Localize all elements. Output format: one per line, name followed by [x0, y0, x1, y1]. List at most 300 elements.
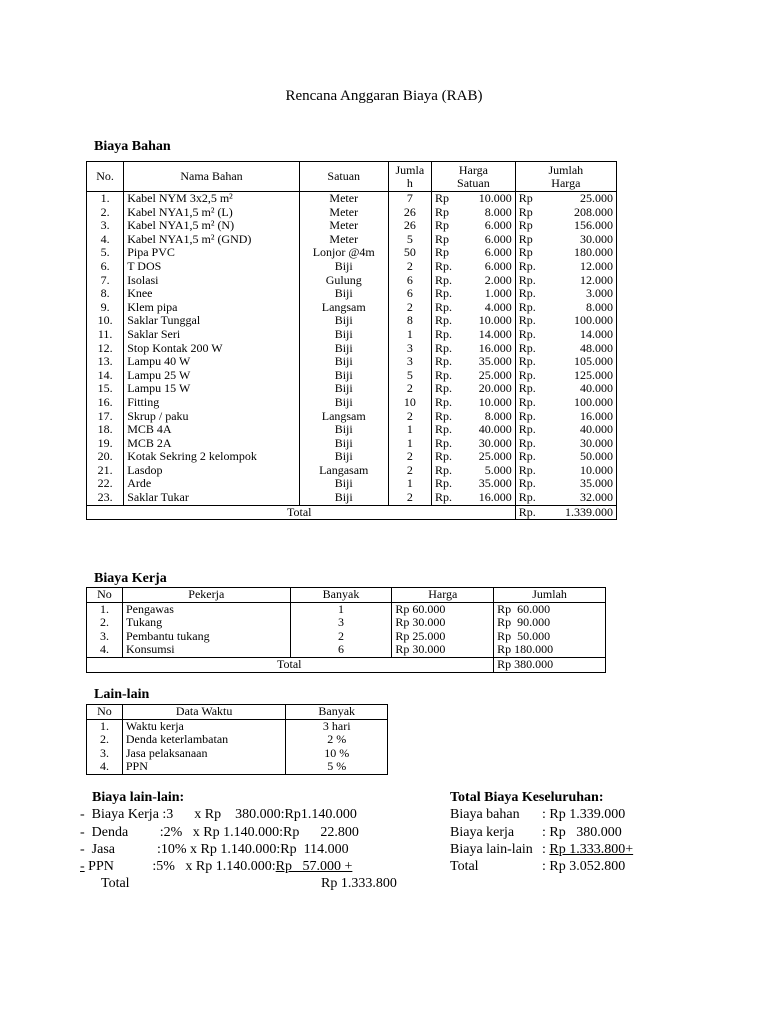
row-satuan: Langsam: [299, 301, 388, 315]
row-pekerja: Pembantu tukang: [122, 630, 290, 644]
table-row: [87, 233, 617, 247]
row-harga-rp: Rp: [432, 246, 467, 260]
row-harga-rp: Rp.: [432, 450, 467, 464]
row-jumlah: 26: [388, 219, 431, 233]
keseluruhan-item: [450, 858, 626, 875]
row-jumlah: 2: [388, 382, 431, 396]
lain-lain-heading: Lain-lain: [94, 687, 150, 702]
biaya-lain-ppn-line: [80, 858, 359, 875]
row-total-value: 180.000: [554, 246, 616, 260]
row-harga-value: 10.000: [467, 396, 516, 410]
row-satuan: Biji: [299, 328, 388, 342]
row-total-value: 30.000: [554, 233, 616, 247]
keseluruhan-sep: : Rp 1.339.000: [542, 807, 626, 823]
table-row: [87, 246, 617, 260]
row-satuan: Biji: [299, 314, 388, 328]
row-jumlah: 1: [388, 423, 431, 437]
row-satuan: Meter: [299, 192, 388, 206]
row-no: 12.: [87, 342, 124, 356]
row-harga-value: 6.000: [467, 219, 516, 233]
row-satuan: Biji: [299, 260, 388, 274]
row-total-rp: Rp.: [515, 477, 554, 491]
table-row: [87, 342, 617, 356]
row-data-waktu: Jasa pelaksanaan: [122, 747, 286, 761]
row-jumlah: 2: [388, 260, 431, 274]
row-harga-value: 10.000: [467, 314, 516, 328]
row-total-rp: Rp.: [515, 287, 554, 301]
table-row: [87, 314, 617, 328]
row-total-rp: Rp.: [515, 382, 554, 396]
header-no: No: [87, 588, 123, 603]
row-jumlah: Rp 90.000: [494, 616, 606, 630]
row-harga-rp: Rp.: [432, 491, 467, 505]
ppn-value: Rp 57.000 +: [275, 859, 353, 875]
row-satuan: Meter: [299, 233, 388, 247]
row-banyak: 3: [290, 616, 392, 630]
lain-lain-rows: [87, 719, 388, 774]
row-banyak: 2: [290, 630, 392, 644]
row-total-rp: Rp.: [515, 328, 554, 342]
row-nama-bahan: Kabel NYM 3x2,5 m²: [124, 192, 300, 206]
row-harga-rp: Rp.: [432, 423, 467, 437]
row-satuan: Biji: [299, 382, 388, 396]
row-harga-rp: Rp.: [432, 287, 467, 301]
row-no: 17.: [87, 410, 124, 424]
row-jumlah: 5: [388, 369, 431, 383]
row-satuan: Biji: [299, 396, 388, 410]
header-nama-bahan: Nama Bahan: [124, 162, 300, 192]
row-total-value: 25.000: [554, 192, 616, 206]
row-total-value: 100.000: [554, 314, 616, 328]
row-data-waktu: Denda keterlambatan: [122, 733, 286, 747]
row-harga-rp: Rp.: [432, 328, 467, 342]
biaya-lain-line: - Jasa :10% x Rp 1.140.000:Rp 114.000: [80, 841, 349, 857]
row-no: 2.: [87, 616, 123, 630]
row-harga-value: 25.000: [467, 450, 516, 464]
row-harga-value: 16.000: [467, 342, 516, 356]
row-no: 16.: [87, 396, 124, 410]
row-jumlah: 2: [388, 450, 431, 464]
row-nama-bahan: Saklar Tukar: [124, 491, 300, 505]
row-jumlah: 1: [388, 477, 431, 491]
row-jumlah: 5: [388, 233, 431, 247]
row-harga: Rp 25.000: [392, 630, 494, 644]
row-total-value: 16.000: [554, 410, 616, 424]
row-nama-bahan: MCB 4A: [124, 423, 300, 437]
row-no: 5.: [87, 246, 124, 260]
row-harga-rp: Rp: [432, 233, 467, 247]
row-no: 9.: [87, 301, 124, 315]
row-total-rp: Rp.: [515, 274, 554, 288]
table-row: [87, 747, 388, 761]
biaya-lain-total-line: [80, 875, 397, 892]
row-jumlah: 6: [388, 274, 431, 288]
row-harga-rp: Rp.: [432, 396, 467, 410]
keseluruhan-sep: : Rp 380.000: [542, 824, 622, 840]
row-harga-value: 35.000: [467, 355, 516, 369]
keseluruhan-value: [542, 841, 633, 858]
row-harga-value: 25.000: [467, 369, 516, 383]
row-satuan: Langasam: [299, 464, 388, 478]
row-banyak: 10 %: [286, 747, 388, 761]
header-satuan: Satuan: [299, 162, 388, 192]
table-row: [87, 192, 617, 206]
keseluruhan-underlined-value: Rp 1.333.800+: [549, 841, 634, 857]
row-nama-bahan: Skrup / paku: [124, 410, 300, 424]
biaya-lain-heading: Biaya lain-lain:: [92, 790, 185, 805]
keseluruhan-label: Total: [450, 859, 479, 875]
table-row: [87, 396, 617, 410]
row-nama-bahan: T DOS: [124, 260, 300, 274]
row-total-value: 3.000: [554, 287, 616, 301]
row-jumlah: 1: [388, 437, 431, 451]
header-harga: Harga: [392, 588, 494, 603]
row-banyak: 6: [290, 643, 392, 657]
row-total-value: 125.000: [554, 369, 616, 383]
row-satuan: Biji: [299, 287, 388, 301]
table-row: [87, 328, 617, 342]
row-harga-value: 5.000: [467, 464, 516, 478]
table-row: [87, 423, 617, 437]
table-row: [87, 369, 617, 383]
row-harga-value: 14.000: [467, 328, 516, 342]
row-nama-bahan: Klem pipa: [124, 301, 300, 315]
table-row: [87, 274, 617, 288]
biaya-kerja-table: [86, 587, 606, 673]
row-harga-value: 6.000: [467, 260, 516, 274]
row-data-waktu: PPN: [122, 760, 286, 774]
table-row: [87, 355, 617, 369]
header-data-waktu: Data Waktu: [122, 705, 286, 720]
biaya-kerja-heading: Biaya Kerja: [94, 571, 167, 586]
keseluruhan-sep: : Rp 3.052.800: [542, 859, 626, 875]
row-total-value: 32.000: [554, 491, 616, 505]
row-harga-rp: Rp.: [432, 477, 467, 491]
row-jumlah: 8: [388, 314, 431, 328]
row-nama-bahan: Lampu 15 W: [124, 382, 300, 396]
row-harga: Rp 30.000: [392, 643, 494, 657]
row-no: 2.: [87, 733, 123, 747]
row-banyak: 1: [290, 602, 392, 616]
row-no: 3.: [87, 630, 123, 644]
row-pekerja: Pengawas: [122, 602, 290, 616]
row-nama-bahan: Isolasi: [124, 274, 300, 288]
table-row: [87, 301, 617, 315]
row-total-value: 35.000: [554, 477, 616, 491]
total-label: Total: [87, 657, 494, 672]
row-harga-rp: Rp.: [432, 342, 467, 356]
row-jumlah: 2: [388, 301, 431, 315]
row-satuan: Langsam: [299, 410, 388, 424]
row-satuan: Biji: [299, 369, 388, 383]
keseluruhan-value: [542, 858, 625, 875]
ppn-text: PPN :5% x Rp 1.140.000:: [84, 859, 276, 875]
table-row: [87, 491, 617, 505]
row-harga-value: 10.000: [467, 192, 516, 206]
table-row: [87, 410, 617, 424]
row-nama-bahan: MCB 2A: [124, 437, 300, 451]
row-jumlah: 50: [388, 246, 431, 260]
row-nama-bahan: Knee: [124, 287, 300, 301]
row-harga-value: 35.000: [467, 477, 516, 491]
row-no: 1.: [87, 602, 123, 616]
keseluruhan-label: Biaya bahan: [450, 807, 520, 823]
row-no: 10.: [87, 314, 124, 328]
keseluruhan-label: Biaya lain-lain: [450, 841, 533, 857]
row-no: 7.: [87, 274, 124, 288]
row-jumlah: 3: [388, 355, 431, 369]
row-no: 14.: [87, 369, 124, 383]
row-jumlah: 1: [388, 328, 431, 342]
row-nama-bahan: Saklar Tunggal: [124, 314, 300, 328]
row-harga-rp: Rp.: [432, 410, 467, 424]
table-row: [87, 206, 617, 220]
row-total-value: 208.000: [554, 206, 616, 220]
header-banyak: Banyak: [290, 588, 392, 603]
biaya-lain-line: - Denda :2% x Rp 1.140.000:Rp 22.800: [80, 824, 359, 840]
row-nama-bahan: Lampu 40 W: [124, 355, 300, 369]
row-banyak: 5 %: [286, 760, 388, 774]
row-total-rp: Rp.: [515, 437, 554, 451]
row-total-rp: Rp.: [515, 369, 554, 383]
table-row: [87, 719, 388, 733]
row-harga-rp: Rp.: [432, 274, 467, 288]
header-banyak: Banyak: [286, 705, 388, 720]
row-satuan: Biji: [299, 477, 388, 491]
row-harga-value: 2.000: [467, 274, 516, 288]
table-row: [87, 382, 617, 396]
row-total-value: 48.000: [554, 342, 616, 356]
row-harga-value: 6.000: [467, 246, 516, 260]
row-total-value: 105.000: [554, 355, 616, 369]
row-total-value: 156.000: [554, 219, 616, 233]
biaya-lain-total-label: Total: [101, 876, 130, 892]
row-nama-bahan: Kabel NYA1,5 m² (L): [124, 206, 300, 220]
row-harga-rp: Rp.: [432, 260, 467, 274]
header-pekerja: Pekerja: [122, 588, 290, 603]
row-no: 11.: [87, 328, 124, 342]
row-harga-rp: Rp: [432, 192, 467, 206]
row-jumlah: Rp 50.000: [494, 630, 606, 644]
biaya-kerja-rows: [87, 602, 606, 657]
row-harga-value: 20.000: [467, 382, 516, 396]
keseluruhan-sep: :: [542, 841, 550, 857]
table-row: [87, 287, 617, 301]
row-no: 18.: [87, 423, 124, 437]
row-nama-bahan: Arde: [124, 477, 300, 491]
row-no: 1.: [87, 192, 124, 206]
row-no: 15.: [87, 382, 124, 396]
row-total-rp: Rp: [515, 246, 554, 260]
row-satuan: Biji: [299, 491, 388, 505]
row-total-rp: Rp: [515, 233, 554, 247]
row-no: 8.: [87, 287, 124, 301]
table-row: [87, 464, 617, 478]
row-harga-rp: Rp.: [432, 301, 467, 315]
table-row: [87, 219, 617, 233]
row-nama-bahan: Kabel NYA1,5 m² (GND): [124, 233, 300, 247]
row-nama-bahan: Lampu 25 W: [124, 369, 300, 383]
header-jumlah-harga: Jumlah Harga: [515, 162, 616, 192]
row-harga-rp: Rp.: [432, 355, 467, 369]
row-jumlah: 7: [388, 192, 431, 206]
keseluruhan-item: [450, 806, 626, 823]
row-jumlah: 10: [388, 396, 431, 410]
row-satuan: Biji: [299, 342, 388, 356]
ppn-prefix: -: [80, 859, 85, 875]
row-total-rp: Rp.: [515, 396, 554, 410]
table-header-row: [87, 588, 606, 603]
row-jumlah: Rp 180.000: [494, 643, 606, 657]
row-satuan: Meter: [299, 219, 388, 233]
row-no: 2.: [87, 206, 124, 220]
total-row: [87, 505, 617, 520]
keseluruhan-label: Biaya kerja: [450, 824, 515, 840]
row-nama-bahan: Pipa PVC: [124, 246, 300, 260]
row-total-value: 12.000: [554, 260, 616, 274]
total-value: 1.339.000: [554, 505, 616, 520]
row-total-rp: Rp.: [515, 464, 554, 478]
row-total-value: 100.000: [554, 396, 616, 410]
row-no: 4.: [87, 643, 123, 657]
row-satuan: Lonjor @4m: [299, 246, 388, 260]
row-satuan: Biji: [299, 355, 388, 369]
row-jumlah: Rp 60.000: [494, 602, 606, 616]
row-harga-value: 4.000: [467, 301, 516, 315]
table-row: [87, 602, 606, 616]
row-nama-bahan: Kotak Sekring 2 kelompok: [124, 450, 300, 464]
row-harga-value: 8.000: [467, 410, 516, 424]
row-jumlah: 6: [388, 287, 431, 301]
row-no: 6.: [87, 260, 124, 274]
total-label: Total: [87, 505, 516, 520]
row-total-rp: Rp.: [515, 342, 554, 356]
row-total-rp: Rp.: [515, 491, 554, 505]
row-jumlah: 2: [388, 491, 431, 505]
row-harga-rp: Rp.: [432, 382, 467, 396]
row-no: 19.: [87, 437, 124, 451]
row-pekerja: Konsumsi: [122, 643, 290, 657]
table-row: [87, 616, 606, 630]
row-total-rp: Rp: [515, 219, 554, 233]
row-nama-bahan: Stop Kontak 200 W: [124, 342, 300, 356]
table-row: [87, 630, 606, 644]
biaya-lain-block: [80, 789, 397, 892]
row-nama-bahan: Kabel NYA1,5 m² (N): [124, 219, 300, 233]
biaya-bahan-rows: [87, 192, 617, 506]
row-total-rp: Rp.: [515, 260, 554, 274]
row-pekerja: Tukang: [122, 616, 290, 630]
row-total-value: 30.000: [554, 437, 616, 451]
row-harga-value: 8.000: [467, 206, 516, 220]
biaya-bahan-heading: Biaya Bahan: [94, 139, 171, 154]
row-no: 23.: [87, 491, 124, 505]
row-total-rp: Rp.: [515, 314, 554, 328]
table-row: [87, 733, 388, 747]
row-no: 21.: [87, 464, 124, 478]
table-row: [87, 760, 388, 774]
row-harga-value: 1.000: [467, 287, 516, 301]
row-no: 3.: [87, 747, 123, 761]
row-jumlah: 2: [388, 464, 431, 478]
row-harga-value: 30.000: [467, 437, 516, 451]
row-total-value: 40.000: [554, 423, 616, 437]
row-total-value: 12.000: [554, 274, 616, 288]
row-jumlah: 26: [388, 206, 431, 220]
row-harga-rp: Rp.: [432, 464, 467, 478]
biaya-bahan-table: [86, 161, 617, 520]
keseluruhan-item: [450, 824, 622, 841]
total-value: Rp 380.000: [494, 657, 606, 672]
keseluruhan-item: [450, 841, 634, 858]
row-harga-value: 16.000: [467, 491, 516, 505]
row-harga-rp: Rp.: [432, 314, 467, 328]
row-total-value: 14.000: [554, 328, 616, 342]
row-satuan: Gulung: [299, 274, 388, 288]
row-total-rp: Rp.: [515, 301, 554, 315]
header-harga-satuan: Harga Satuan: [432, 162, 516, 192]
row-harga-rp: Rp: [432, 206, 467, 220]
row-total-rp: Rp.: [515, 355, 554, 369]
row-total-value: 40.000: [554, 382, 616, 396]
row-no: 20.: [87, 450, 124, 464]
total-rp: Rp.: [515, 505, 554, 520]
row-harga-value: 6.000: [467, 233, 516, 247]
row-total-rp: Rp.: [515, 450, 554, 464]
row-no: 4.: [87, 760, 123, 774]
header-jumlah: Jumla h: [388, 162, 431, 192]
row-total-rp: Rp: [515, 206, 554, 220]
table-header-row: [87, 705, 388, 720]
row-total-value: 50.000: [554, 450, 616, 464]
table-row: [87, 643, 606, 657]
row-harga-rp: Rp.: [432, 437, 467, 451]
row-total-rp: Rp.: [515, 423, 554, 437]
row-jumlah: 2: [388, 410, 431, 424]
row-data-waktu: Waktu kerja: [122, 719, 286, 733]
row-satuan: Meter: [299, 206, 388, 220]
row-no: 1.: [87, 719, 123, 733]
row-jumlah: 3: [388, 342, 431, 356]
keseluruhan-block: [450, 789, 634, 875]
table-row: [87, 260, 617, 274]
row-total-rp: Rp.: [515, 410, 554, 424]
row-no: 13.: [87, 355, 124, 369]
table-row: [87, 437, 617, 451]
keseluruhan-heading: Total Biaya Keseluruhan:: [450, 790, 604, 805]
header-no: No: [87, 705, 123, 720]
row-total-value: 10.000: [554, 464, 616, 478]
table-row: [87, 450, 617, 464]
total-row: [87, 657, 606, 672]
biaya-lain-line: - Biaya Kerja :3 x Rp 380.000:Rp1.140.000: [80, 807, 357, 823]
page-title: Rencana Anggaran Biaya (RAB): [285, 88, 483, 104]
keseluruhan-value: [542, 824, 622, 841]
row-nama-bahan: Fitting: [124, 396, 300, 410]
header-no: No.: [87, 162, 124, 192]
row-harga-value: 40.000: [467, 423, 516, 437]
row-banyak: 2 %: [286, 733, 388, 747]
row-harga: Rp 30.000: [392, 616, 494, 630]
biaya-lain-total-value: Rp 1.333.800: [321, 876, 397, 892]
header-jumlah: Jumlah: [494, 588, 606, 603]
row-satuan: Biji: [299, 423, 388, 437]
row-total-value: 8.000: [554, 301, 616, 315]
row-no: 3.: [87, 219, 124, 233]
row-satuan: Biji: [299, 450, 388, 464]
keseluruhan-value: [542, 806, 625, 823]
row-no: 22.: [87, 477, 124, 491]
